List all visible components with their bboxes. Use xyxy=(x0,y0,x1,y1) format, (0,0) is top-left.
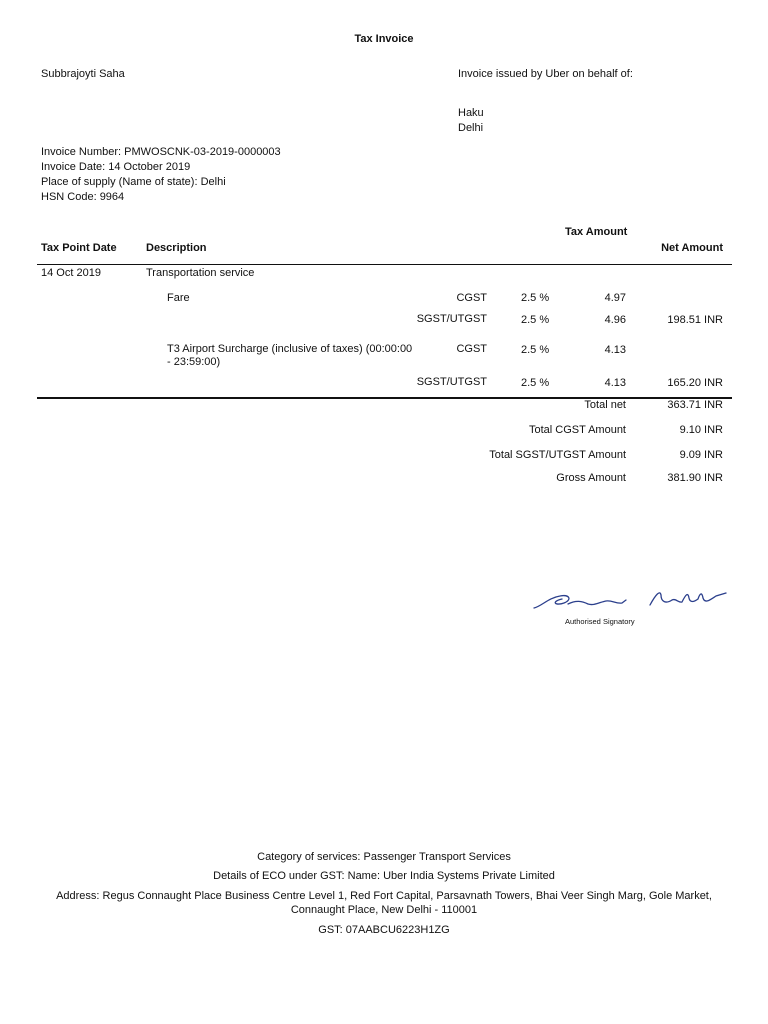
signature-icon xyxy=(530,586,730,616)
total-sgst-value: 9.09 INR xyxy=(679,449,723,461)
total-net-label: Total net xyxy=(584,399,626,411)
item-sgst-amount: 4.96 xyxy=(604,314,626,326)
item-label: T3 Airport Surcharge (inclusive of taxes) (00:00:00 - 23:59:00) xyxy=(167,343,413,368)
item-sgst-name: SGST/UTGST xyxy=(416,376,487,388)
signature xyxy=(530,586,730,616)
customer-name: Subbrajoyti Saha xyxy=(41,68,125,80)
item-sgst-rate: 2.5 % xyxy=(521,314,550,326)
item-net-amount: 165.20 INR xyxy=(667,377,723,389)
item-sgst-name: SGST/UTGST xyxy=(416,313,487,325)
issuer-city: Delhi xyxy=(458,122,484,134)
total-sgst-label: Total SGST/UTGST Amount xyxy=(489,449,626,461)
item-cgst-rate: 2.5 % xyxy=(521,292,550,304)
footer-category: Category of services: Passenger Transport Services xyxy=(257,851,511,863)
row-service: Transportation service xyxy=(146,267,255,279)
total-cgst-label: Total CGST Amount xyxy=(528,424,626,436)
gross-amount-label: Gross Amount xyxy=(556,472,626,484)
item-cgst-name: CGST xyxy=(456,343,487,355)
invoice-date: Invoice Date: 14 October 2019 xyxy=(41,161,191,173)
header-net-amount: Net Amount xyxy=(661,242,723,254)
gross-amount-value: 381.90 INR xyxy=(667,472,723,484)
item-cgst-amount: 4.13 xyxy=(604,344,626,356)
place-of-supply: Place of supply (Name of state): Delhi xyxy=(41,176,226,188)
item-net-amount: 198.51 INR xyxy=(667,314,723,326)
invoice-number: Invoice Number: PMWOSCNK-03-2019-0000003 xyxy=(41,146,281,158)
item-label: Fare xyxy=(167,292,190,304)
total-net-value: 363.71 INR xyxy=(667,399,723,411)
header-tax-amount: Tax Amount xyxy=(565,226,628,238)
footer-address: Address: Regus Connaught Place Business Centre Level 1, Red Fort Capital, Parsavnath Towers, Bhai Veer Singh Marg, Gole Market, Connaught Place, New Delhi - 110001 xyxy=(56,890,712,916)
footer-eco: Details of ECO under GST: Name: Uber India Systems Private Limited xyxy=(213,870,555,882)
header-description: Description xyxy=(146,242,207,254)
item-cgst-rate: 2.5 % xyxy=(521,344,550,356)
item-sgst-amount: 4.13 xyxy=(604,377,626,389)
signature-caption: Authorised Signatory xyxy=(565,617,635,626)
item-cgst-amount: 4.97 xyxy=(604,292,626,304)
total-cgst-value: 9.10 INR xyxy=(679,424,723,436)
header-divider xyxy=(37,264,732,265)
issuer-label: Invoice issued by Uber on behalf of: xyxy=(458,68,633,80)
item-cgst-name: CGST xyxy=(456,292,487,304)
issuer-name: Haku xyxy=(458,107,484,119)
item-sgst-rate: 2.5 % xyxy=(521,377,550,389)
page-title: Tax Invoice xyxy=(354,33,414,45)
footer-gst: GST: 07AABCU6223H1ZG xyxy=(318,924,450,936)
header-tax-point-date: Tax Point Date xyxy=(41,242,117,254)
hsn-code: HSN Code: 9964 xyxy=(41,191,125,203)
row-date: 14 Oct 2019 xyxy=(41,267,101,279)
